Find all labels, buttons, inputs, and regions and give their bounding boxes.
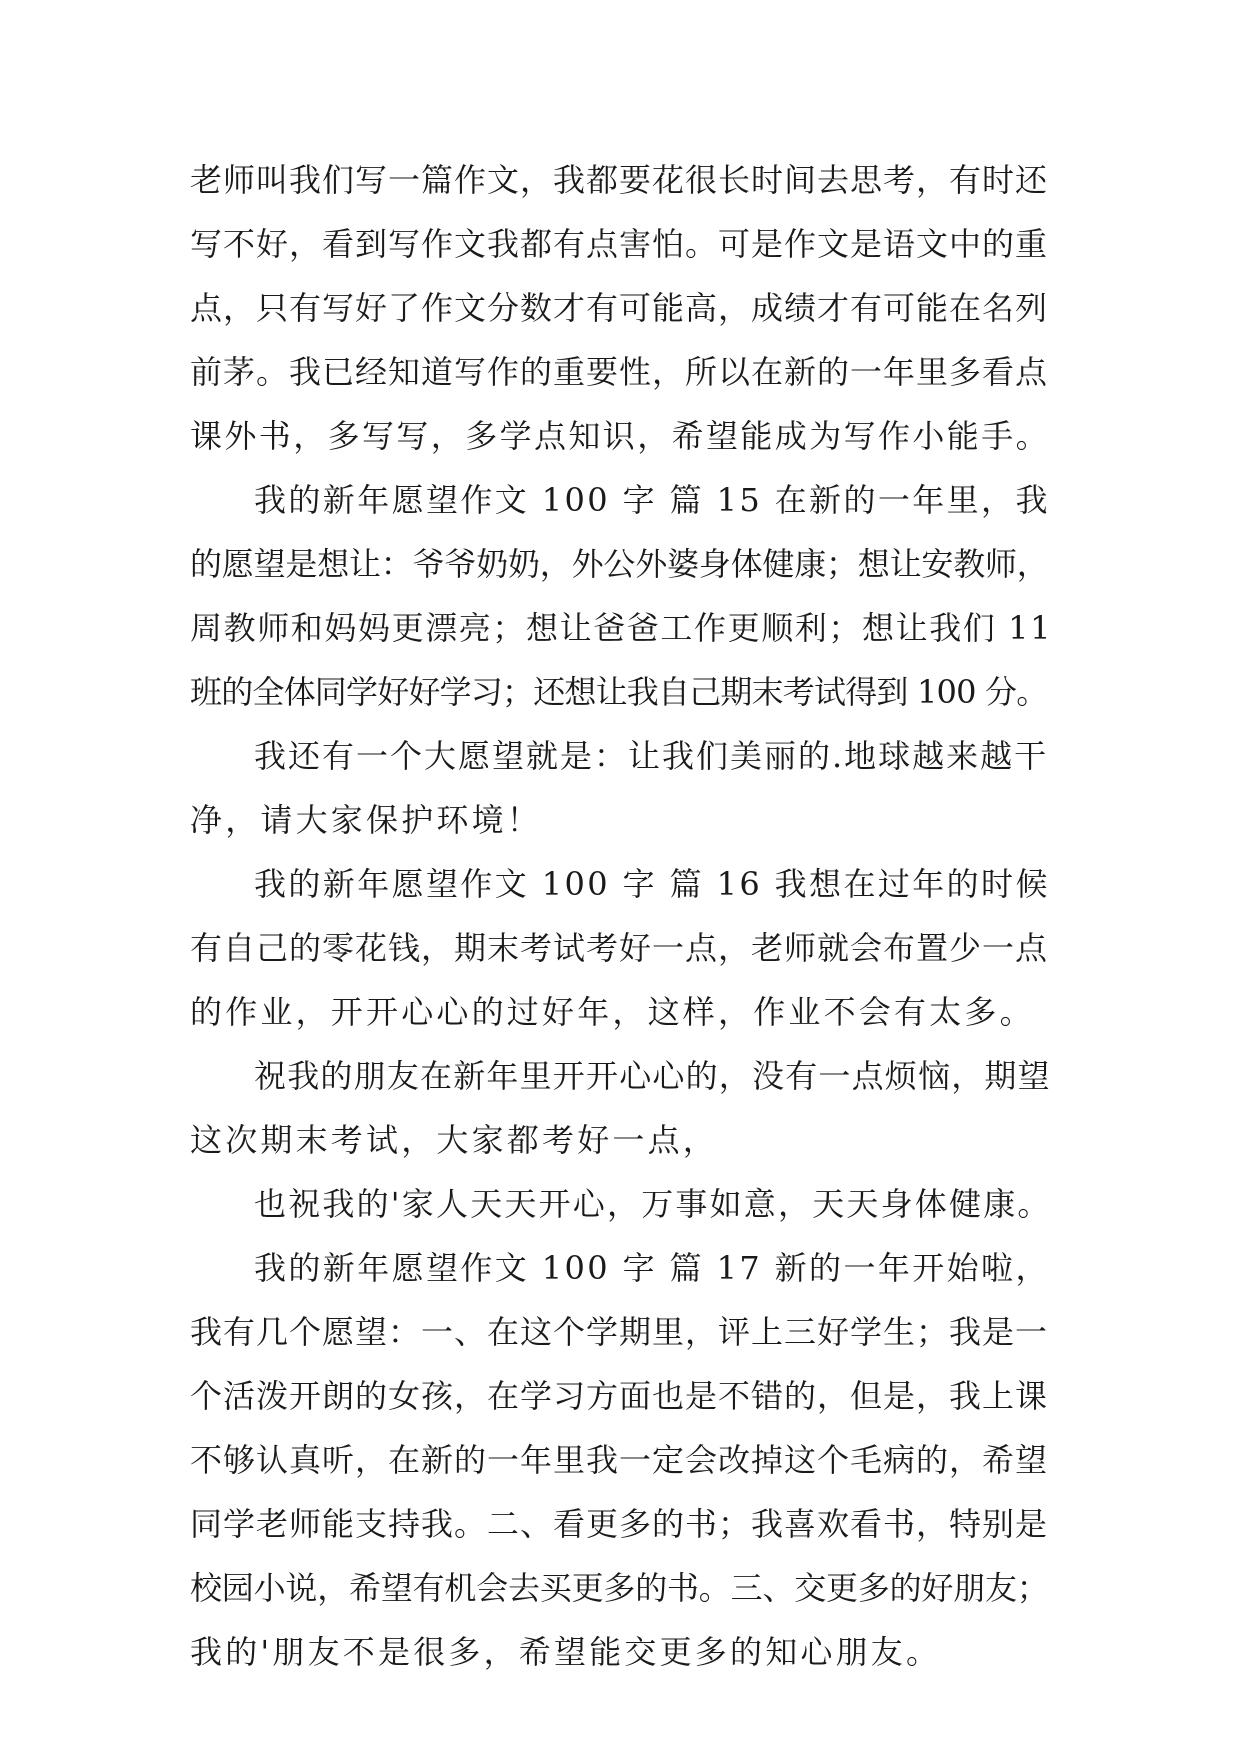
- text-line: 有自己的零花钱，期末考试考好一点，老师就会布置少一点: [190, 929, 1049, 967]
- text-line: 周教师和妈妈更漂亮；想让爸爸工作更顺利；想让我们 11: [190, 609, 1053, 647]
- text-line: 班的全体同学好好学习；还想让我自己期末考试得到 100 分。: [190, 673, 1048, 711]
- text-line: 校园小说，希望有机会去买更多的书。三、交更多的好朋友；: [190, 1569, 1049, 1607]
- document-body: [190, 148, 1052, 1684]
- text-line: 点，只有写好了作文分数才有可能高，成绩才有可能在名列: [190, 289, 1049, 327]
- text-line: 同学老师能支持我。二、看更多的书；我喜欢看书，特别是: [190, 1505, 1049, 1543]
- text-line: 我还有一个大愿望就是：让我们美丽的.地球越来越干: [254, 737, 1049, 775]
- text-line: 这次期末考试，大家都考好一点，: [190, 1121, 719, 1159]
- text-line: 净，请大家保护环境！: [190, 801, 543, 839]
- text-line: 不够认真听，在新的一年里我一定会改掉这个毛病的，希望: [190, 1441, 1049, 1479]
- text-line: 我的'朋友不是很多，希望能交更多的知心朋友。: [190, 1633, 942, 1671]
- text-line: 我的新年愿望作文 100 字 篇 17 新的一年开始啦，: [254, 1249, 1050, 1287]
- text-line: 我有几个愿望：一、在这个学期里，评上三好学生；我是一: [190, 1313, 1049, 1351]
- text-line: 老师叫我们写一篇作文，我都要花很长时间去思考，有时还: [190, 161, 1049, 199]
- text-line: 写不好，看到写作文我都有点害怕。可是作文是语文中的重: [190, 225, 1049, 263]
- text-line: 祝我的朋友在新年里开开心心的，没有一点烦恼，期望: [254, 1057, 1051, 1095]
- text-line: 课外书，多写写，多学点知识，希望能成为写作小能手。: [190, 417, 1051, 455]
- text-line: 我的新年愿望作文 100 字 篇 15 在新的一年里，我: [254, 481, 1050, 519]
- text-line: 的作业，开开心心的过好年，这样，作业不会有太多。: [190, 993, 1035, 1031]
- text-line: 我的新年愿望作文 100 字 篇 16 我想在过年的时候: [254, 865, 1050, 903]
- text-line: 也祝我的'家人天天开心，万事如意，天天身体健康。: [254, 1185, 1052, 1223]
- text-line: 前茅。我已经知道写作的重要性，所以在新的一年里多看点: [190, 353, 1049, 391]
- text-line: 的愿望是想让：爷爷奶奶，外公外婆身体健康；想让安教师，: [190, 545, 1049, 583]
- text-line: 个活泼开朗的女孩，在学习方面也是不错的，但是，我上课: [190, 1377, 1049, 1415]
